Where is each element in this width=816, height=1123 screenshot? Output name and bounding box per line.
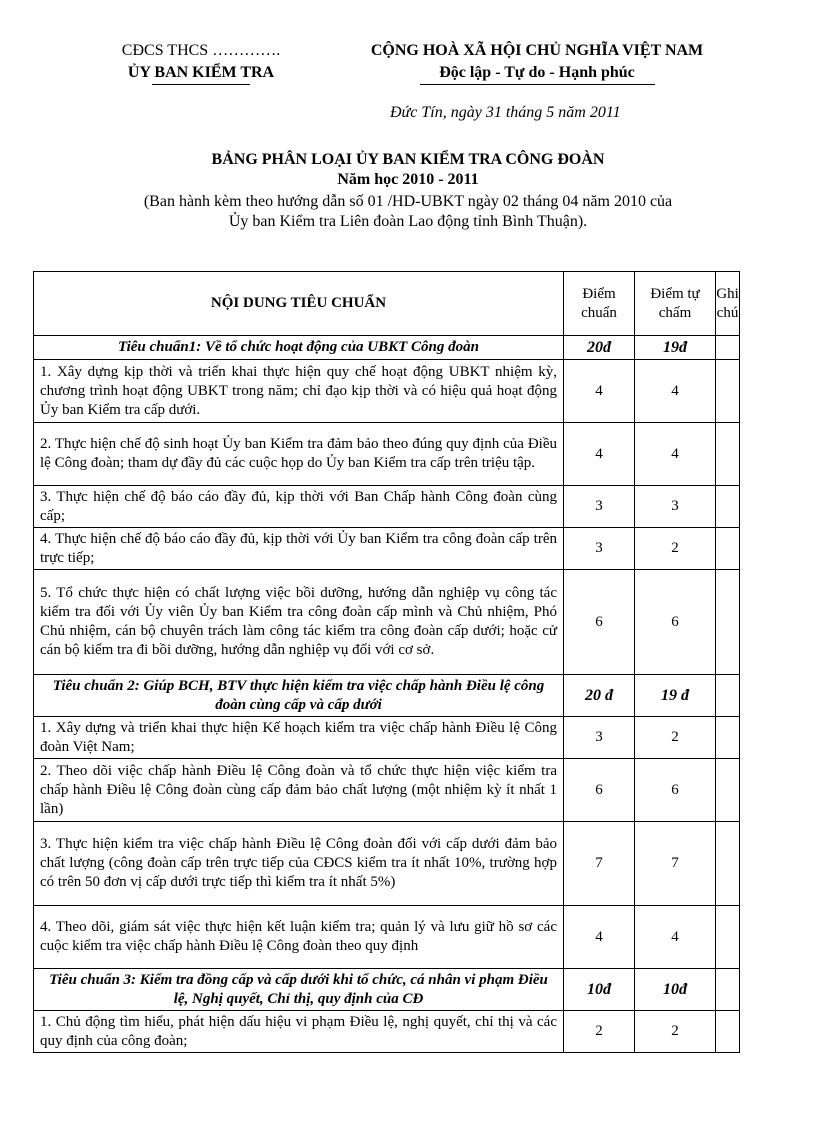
table-header-row: [34, 272, 740, 336]
col-header-note: Ghi chú: [716, 272, 740, 336]
note-cell: [716, 906, 740, 969]
document-subtitle: [0, 192, 816, 232]
criterion-row: [34, 906, 740, 969]
standard-points: 2: [564, 1011, 635, 1053]
subtitle-line-2: Ủy ban Kiểm tra Liên đoàn Lao động tỉnh Bình Thuận).: [228, 213, 588, 230]
standard-points: 10đ: [564, 969, 635, 1011]
header-right: [322, 40, 752, 85]
standard-row: [34, 675, 740, 717]
self-score: 6: [635, 759, 716, 822]
school-year: Năm học 2010 - 2011: [337, 171, 479, 188]
self-score: 19đ: [635, 336, 716, 360]
org-name: CĐCS THCS ………….: [121, 42, 281, 59]
criterion-row: [34, 423, 740, 486]
criteria-table: [33, 271, 740, 1053]
self-score: 4: [635, 360, 716, 423]
standard-points: 3: [564, 717, 635, 759]
criterion-text: 4. Thực hiện chế độ báo cáo đầy đủ, kịp thời với Ủy ban Kiểm tra công đoàn cấp trên trực tiếp;: [34, 528, 564, 570]
self-score: 7: [635, 822, 716, 906]
self-score: 3: [635, 486, 716, 528]
criterion-text: 2. Theo dõi việc chấp hành Điều lệ Công đoàn và tổ chức thực hiện việc kiểm tra chấp hành Điều lệ Công đoàn cùng cấp đảm bảo chất lượng (một nhiệm kỳ ít nhất 1 lần): [34, 759, 564, 822]
committee-name: ỦY BAN KIỂM TRA: [127, 64, 275, 81]
header-left: [96, 40, 306, 85]
criterion-row: [34, 528, 740, 570]
self-score: 10đ: [635, 969, 716, 1011]
document-title: BẢNG PHÂN LOẠI ỦY BAN KIỂM TRA CÔNG ĐOÀN: [211, 151, 605, 168]
standard-points: 4: [564, 423, 635, 486]
note-cell: [716, 360, 740, 423]
criterion-row: [34, 360, 740, 423]
subtitle-line-1: (Ban hành kèm theo hướng dẫn số 01 /HD-UBKT ngày 02 tháng 04 năm 2010 của: [143, 193, 673, 210]
standard-points: 20 đ: [564, 675, 635, 717]
self-score: 4: [635, 423, 716, 486]
criterion-text: 2. Thực hiện chế độ sinh hoạt Ủy ban Kiểm tra đảm bảo theo đúng quy định của Điều lệ Công đoàn; tham dự đầy đủ các cuộc họp do Ủy ban Kiểm tra cấp trên triệu tập.: [34, 423, 564, 486]
standard-row: [34, 336, 740, 360]
note-cell: [716, 336, 740, 360]
note-cell: [716, 969, 740, 1011]
standard-points: 20đ: [564, 336, 635, 360]
standard-points: 6: [564, 759, 635, 822]
criterion-text: 4. Theo dõi, giám sát việc thực hiện kết luận kiểm tra; quản lý và lưu giữ hồ sơ các cuộc kiểm tra việc chấp hành Điều lệ Công đoàn theo quy định: [34, 906, 564, 969]
self-score: 6: [635, 570, 716, 675]
criterion-row: [34, 570, 740, 675]
national-title: CỘNG HOÀ XÃ HỘI CHỦ NGHĨA VIỆT NAM: [370, 42, 704, 59]
criterion-row: [34, 486, 740, 528]
col-header-standard: Điểm chuẩn: [564, 272, 635, 336]
self-score: 2: [635, 528, 716, 570]
self-score: 2: [635, 1011, 716, 1053]
col-header-content: NỘI DUNG TIÊU CHUẨN: [34, 272, 564, 336]
criterion-text: 3. Thực hiện chế độ báo cáo đầy đủ, kịp thời với Ban Chấp hành Công đoàn cùng cấp;: [34, 486, 564, 528]
col-header-self-score: Điểm tự chấm: [635, 272, 716, 336]
criterion-row: [34, 822, 740, 906]
note-cell: [716, 675, 740, 717]
header-left-underline: [152, 84, 250, 85]
criterion-text: 1. Chủ động tìm hiểu, phát hiện dấu hiệu vi phạm Điều lệ, nghị quyết, chỉ thị và các quy định của công đoàn;: [34, 1011, 564, 1053]
note-cell: [716, 423, 740, 486]
standard-points: 4: [564, 360, 635, 423]
note-cell: [716, 528, 740, 570]
criterion-text: 5. Tổ chức thực hiện có chất lượng việc bồi dưỡng, hướng dẫn nghiệp vụ công tác kiểm tra đối với Ủy viên Ủy ban Kiểm tra công đoàn cấp mình và Chủ nhiệm, Phó Chủ nhiệm, cán bộ chuyên trách làm công tác kiểm tra công đoàn cấp dưới; hoặc cử cán bộ kiểm tra đi bồi dưỡng, hướng dẫn nghiệp vụ đối với cơ sở.: [34, 570, 564, 675]
document-date: Đức Tín, ngày 31 tháng 5 năm 2011: [390, 104, 621, 121]
standard-title: Tiêu chuẩn 3: Kiểm tra đồng cấp và cấp dưới khi tổ chức, cá nhân vi phạm Điều lệ, Nghị quyết, Chỉ thị, quy định của CĐ: [34, 969, 564, 1011]
self-score: 2: [635, 717, 716, 759]
note-cell: [716, 486, 740, 528]
standard-points: 3: [564, 528, 635, 570]
criterion-row: [34, 717, 740, 759]
note-cell: [716, 822, 740, 906]
criterion-row: [34, 1011, 740, 1053]
criterion-text: 3. Thực hiện kiểm tra việc chấp hành Điều lệ Công đoàn đối với cấp dưới đảm bảo chất lượng (công đoàn cấp trên trực tiếp của CĐCS kiểm tra ít nhất 10%, trường hợp có trên 50 đơn vị cấp dưới trực tiếp thì kiểm tra ít nhất 5%): [34, 822, 564, 906]
note-cell: [716, 717, 740, 759]
self-score: 4: [635, 906, 716, 969]
standard-points: 7: [564, 822, 635, 906]
self-score: 19 đ: [635, 675, 716, 717]
standard-title: Tiêu chuẩn 2: Giúp BCH, BTV thực hiện kiểm tra việc chấp hành Điều lệ công đoàn cùng cấp và cấp dưới: [34, 675, 564, 717]
standard-points: 3: [564, 486, 635, 528]
criterion-text: 1. Xây dựng kịp thời và triển khai thực hiện quy chế hoạt động UBKT nhiệm kỳ, chương trình hoạt động UBKT trong năm; chỉ đạo kịp thời và có hiệu quả hoạt động Ủy ban Kiểm tra cấp dưới.: [34, 360, 564, 423]
note-cell: [716, 759, 740, 822]
note-cell: [716, 570, 740, 675]
standard-points: 4: [564, 906, 635, 969]
note-cell: [716, 1011, 740, 1053]
standard-row: [34, 969, 740, 1011]
criterion-text: 1. Xây dựng và triển khai thực hiện Kế hoạch kiểm tra việc chấp hành Điều lệ Công đoàn Việt Nam;: [34, 717, 564, 759]
header-right-underline: [420, 84, 655, 85]
standard-title: Tiêu chuẩn1: Về tổ chức hoạt động của UBKT Công đoàn: [34, 336, 564, 360]
criterion-row: [34, 759, 740, 822]
national-motto: Độc lập - Tự do - Hạnh phúc: [439, 64, 635, 81]
standard-points: 6: [564, 570, 635, 675]
